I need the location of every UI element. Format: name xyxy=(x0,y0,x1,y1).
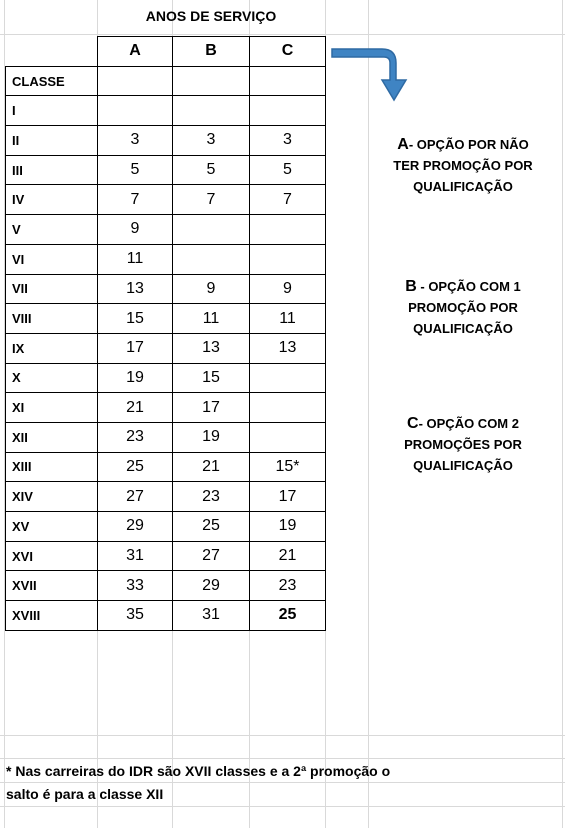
value-cell-a xyxy=(98,96,173,126)
value-cell-a: 17 xyxy=(98,333,173,363)
classe-cell: XII xyxy=(6,422,98,452)
value-cell-a: 27 xyxy=(98,482,173,512)
classe-cell: XVI xyxy=(6,541,98,571)
table-row xyxy=(6,155,326,185)
classes-table xyxy=(5,36,326,631)
classe-cell: VIII xyxy=(6,304,98,334)
value-cell-c: 7 xyxy=(250,185,326,215)
table-row xyxy=(6,304,326,334)
classe-cell: XVIII xyxy=(6,601,98,631)
value-cell-b: 19 xyxy=(173,422,250,452)
legend-b-line2: PROMOÇÃO POR xyxy=(408,300,518,315)
value-cell-a: 29 xyxy=(98,512,173,542)
classe-cell: I xyxy=(6,96,98,126)
value-cell-b: 31 xyxy=(173,601,250,631)
table-row xyxy=(6,601,326,631)
value-cell-a: 13 xyxy=(98,274,173,304)
value-cell-a: 5 xyxy=(98,155,173,185)
table-row xyxy=(6,422,326,452)
value-cell-c: 17 xyxy=(250,482,326,512)
value-cell-c xyxy=(250,363,326,393)
row-header-classe: CLASSE xyxy=(6,66,98,96)
classe-cell: XI xyxy=(6,393,98,423)
table-row xyxy=(6,452,326,482)
table-row xyxy=(6,333,326,363)
value-cell-a: 25 xyxy=(98,452,173,482)
classe-header-row xyxy=(6,66,326,96)
value-cell-b xyxy=(173,96,250,126)
value-cell-b: 5 xyxy=(173,155,250,185)
value-cell-a: 23 xyxy=(98,422,173,452)
classe-cell: XV xyxy=(6,512,98,542)
legend-a-letter: A xyxy=(397,136,409,153)
value-cell-c: 11 xyxy=(250,304,326,334)
value-cell-c xyxy=(250,393,326,423)
value-cell-c: 15* xyxy=(250,452,326,482)
legend-b-line1: - OPÇÃO COM 1 xyxy=(416,279,521,294)
value-cell-a: 31 xyxy=(98,541,173,571)
value-cell-b: 25 xyxy=(173,512,250,542)
value-cell-a: 21 xyxy=(98,393,173,423)
bent-arrow-down-icon xyxy=(330,40,416,104)
value-cell-a: 35 xyxy=(98,601,173,631)
table-row xyxy=(6,126,326,156)
value-cell-a: 15 xyxy=(98,304,173,334)
value-cell-c xyxy=(250,244,326,274)
legend-b xyxy=(368,276,558,339)
classe-cell: IV xyxy=(6,185,98,215)
classe-cell: X xyxy=(6,363,98,393)
value-cell-b xyxy=(173,244,250,274)
classe-cell: VII xyxy=(6,274,98,304)
legend-a xyxy=(368,134,558,197)
value-cell-b: 17 xyxy=(173,393,250,423)
value-cell-c xyxy=(250,96,326,126)
legend-c xyxy=(368,413,558,476)
classe-cell: XIII xyxy=(6,452,98,482)
classe-cell: V xyxy=(6,215,98,245)
table-row xyxy=(6,393,326,423)
value-cell-b: 3 xyxy=(173,126,250,156)
table-row xyxy=(6,274,326,304)
classe-cell: II xyxy=(6,126,98,156)
value-cell-c: 21 xyxy=(250,541,326,571)
legend-c-letter: C xyxy=(407,415,419,432)
legend-a-line3: QUALIFICAÇÃO xyxy=(413,179,513,194)
table-row xyxy=(6,96,326,126)
value-cell-c xyxy=(250,215,326,245)
footnote-line2: salto é para a classe XII xyxy=(6,786,164,802)
value-cell-c xyxy=(250,422,326,452)
value-cell-c: 3 xyxy=(250,126,326,156)
value-cell-b: 9 xyxy=(173,274,250,304)
legend-b-line3: QUALIFICAÇÃO xyxy=(413,321,513,336)
legend-c-line1: - OPÇÃO COM 2 xyxy=(418,416,519,431)
value-cell-c: 5 xyxy=(250,155,326,185)
legend-a-line2: TER PROMOÇÃO POR xyxy=(393,158,533,173)
column-header-row xyxy=(6,37,326,67)
value-cell-c: 9 xyxy=(250,274,326,304)
value-cell-b: 13 xyxy=(173,333,250,363)
table-row xyxy=(6,363,326,393)
table-row xyxy=(6,244,326,274)
value-cell-b: 15 xyxy=(173,363,250,393)
value-cell-a: 9 xyxy=(98,215,173,245)
classe-cell: IX xyxy=(6,333,98,363)
classe-cell: XVII xyxy=(6,571,98,601)
value-cell-c: 13 xyxy=(250,333,326,363)
footnote-line1: * Nas carreiras do IDR são XVII classes e a 2ª promoção o xyxy=(6,763,391,779)
value-cell-b: 27 xyxy=(173,541,250,571)
table-title: ANOS DE SERVIÇO xyxy=(145,8,277,24)
legend-a-line1: - OPÇÃO POR NÃO xyxy=(408,137,529,152)
legend-c-line3: QUALIFICAÇÃO xyxy=(413,458,513,473)
table-row xyxy=(6,571,326,601)
table-row xyxy=(6,541,326,571)
classe-cell: XIV xyxy=(6,482,98,512)
value-cell-c: 23 xyxy=(250,571,326,601)
value-cell-b: 11 xyxy=(173,304,250,334)
classe-cell: III xyxy=(6,155,98,185)
legend-c-line2: PROMOÇÕES POR xyxy=(404,437,522,452)
column-header-a: A xyxy=(98,37,173,67)
value-cell-a: 7 xyxy=(98,185,173,215)
value-cell-a: 19 xyxy=(98,363,173,393)
table-row xyxy=(6,215,326,245)
value-cell-a: 33 xyxy=(98,571,173,601)
value-cell-b: 7 xyxy=(173,185,250,215)
table-row xyxy=(6,482,326,512)
column-header-c: C xyxy=(250,37,326,67)
legend-b-letter: B xyxy=(405,278,417,295)
column-header-b: B xyxy=(173,37,250,67)
value-cell-c: 25 xyxy=(250,601,326,631)
footnote xyxy=(6,760,561,806)
table-row xyxy=(6,512,326,542)
table-row xyxy=(6,185,326,215)
value-cell-c: 19 xyxy=(250,512,326,542)
value-cell-b: 21 xyxy=(173,452,250,482)
value-cell-b: 23 xyxy=(173,482,250,512)
value-cell-a: 11 xyxy=(98,244,173,274)
classe-cell: VI xyxy=(6,244,98,274)
value-cell-b xyxy=(173,215,250,245)
value-cell-b: 29 xyxy=(173,571,250,601)
value-cell-a: 3 xyxy=(98,126,173,156)
